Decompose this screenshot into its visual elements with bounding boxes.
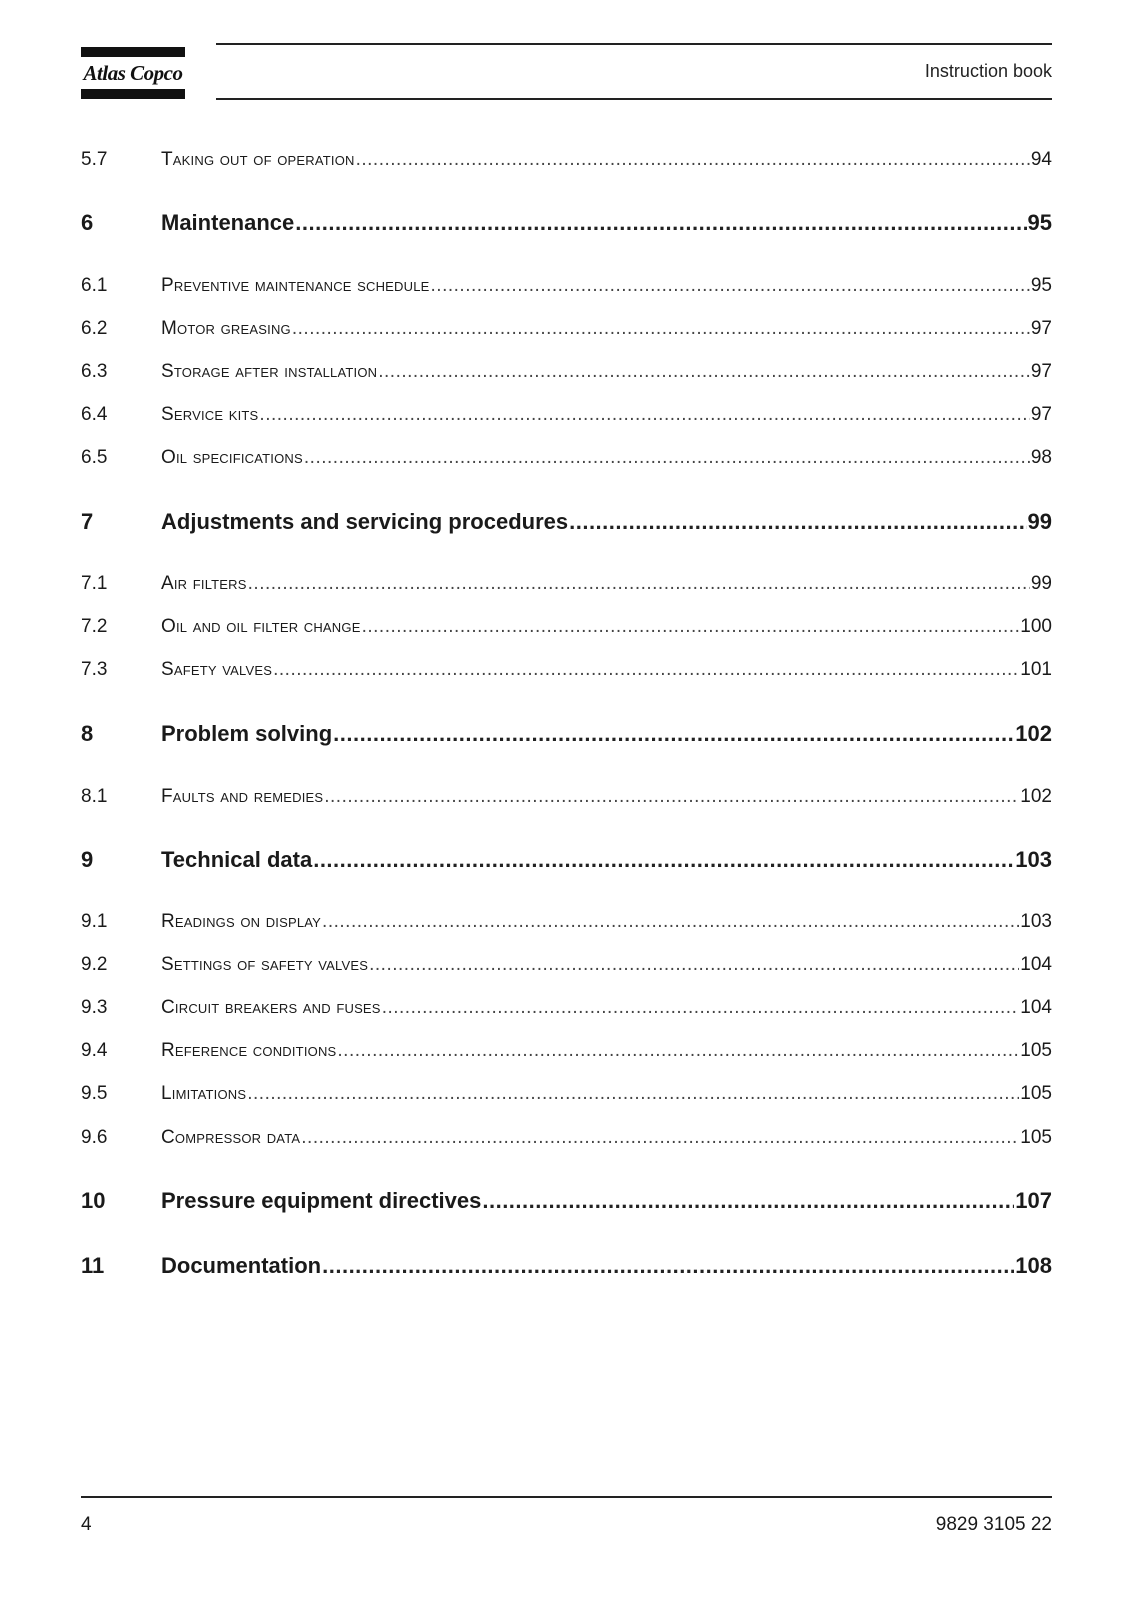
logo-bar-top <box>81 47 185 57</box>
toc-entry-number: 8.1 <box>81 786 108 807</box>
toc-entry-page: 102 <box>1020 786 1052 807</box>
toc-dot-leader <box>337 1040 1019 1062</box>
header-rule-bottom <box>216 98 1052 100</box>
toc-entry-title: Storage after installation <box>161 361 378 382</box>
toc-entry-page: 104 <box>1020 954 1052 975</box>
toc-dot-leader <box>362 616 1020 638</box>
logo-wordmark: Atlas Copco <box>83 61 183 85</box>
toc-entry-number: 11 <box>81 1253 105 1278</box>
toc-entry-title: Service kits <box>161 404 259 425</box>
toc-entry-title: Motor greasing <box>161 318 291 339</box>
toc-entry-title: Oil specifications <box>161 447 303 468</box>
toc-entry-page: 100 <box>1020 616 1052 637</box>
toc-dot-leader <box>292 318 1030 340</box>
toc-entry-title: Problem solving <box>161 721 333 746</box>
toc-dot-leader <box>322 1253 1014 1279</box>
toc-entry-title: Safety valves <box>161 659 273 680</box>
toc-entry-title: Oil and oil filter change <box>161 616 361 637</box>
toc-entry-number: 9.5 <box>81 1083 108 1104</box>
toc-entry-page: 98 <box>1030 447 1052 468</box>
toc-chapter-row[interactable] <box>81 509 1052 537</box>
toc-entry-page: 103 <box>1020 911 1052 932</box>
toc-entry-page: 97 <box>1030 404 1052 425</box>
toc-dot-leader <box>431 275 1030 297</box>
toc-entry-page: 105 <box>1020 1127 1052 1148</box>
document-type: Instruction book <box>924 61 1052 81</box>
toc-entry-page: 104 <box>1020 997 1052 1018</box>
toc-entry-page: 99 <box>1030 573 1052 594</box>
toc-entry-page: 108 <box>1015 1253 1052 1278</box>
toc-section-row[interactable] <box>81 954 1052 978</box>
toc-entry-page: 102 <box>1015 721 1052 746</box>
toc-entry-page: 99 <box>1027 509 1052 534</box>
toc-entry-page: 107 <box>1015 1188 1052 1213</box>
toc-entry-title: Adjustments and servicing procedures <box>161 509 569 534</box>
toc-entry-number: 6.5 <box>81 447 108 468</box>
toc-section-row[interactable] <box>81 1083 1052 1107</box>
toc-section-row[interactable] <box>81 404 1052 428</box>
toc-entry-title: Technical data <box>161 847 313 872</box>
toc-section-row[interactable] <box>81 786 1052 810</box>
toc-section-row[interactable] <box>81 149 1052 173</box>
toc-section-row[interactable] <box>81 997 1052 1021</box>
toc-entry-title: Reference conditions <box>161 1040 337 1061</box>
toc-entry-title: Documentation <box>161 1253 322 1278</box>
toc-section-row[interactable] <box>81 1040 1052 1064</box>
toc-entry-number: 6 <box>81 210 94 235</box>
toc-entry-number: 7 <box>81 509 94 534</box>
toc-dot-leader <box>324 786 1019 808</box>
toc-section-row[interactable] <box>81 616 1052 640</box>
toc-entry-number: 6.4 <box>81 404 108 425</box>
toc-dot-leader <box>248 573 1030 595</box>
toc-entry-title: Taking out of operation <box>161 149 355 170</box>
toc-section-row[interactable] <box>81 573 1052 597</box>
toc-entry-number: 7.2 <box>81 616 108 637</box>
toc-entry-page: 97 <box>1030 318 1052 339</box>
toc-entry-title: Limitations <box>161 1083 247 1104</box>
page-number: 4 <box>81 1514 92 1535</box>
toc-dot-leader <box>378 361 1030 383</box>
toc-section-row[interactable] <box>81 1127 1052 1151</box>
toc-entry-number: 6.2 <box>81 318 108 339</box>
toc-section-row[interactable] <box>81 361 1052 385</box>
toc-entry-number: 6.1 <box>81 275 108 296</box>
toc-entry-title: Preventive maintenance schedule <box>161 275 430 296</box>
toc-entry-title: Readings on display <box>161 911 322 932</box>
toc-entry-number: 9 <box>81 847 94 872</box>
logo-bar-bottom <box>81 89 185 99</box>
toc-entry-title: Faults and remedies <box>161 786 324 807</box>
toc-section-row[interactable] <box>81 911 1052 935</box>
toc-entry-page: 97 <box>1030 361 1052 382</box>
toc-dot-leader <box>247 1083 1019 1105</box>
toc-entry-title: Settings of safety valves <box>161 954 369 975</box>
toc-entry-title: Air filters <box>161 573 247 594</box>
header-rule-top <box>216 43 1052 45</box>
toc-dot-leader <box>259 404 1029 426</box>
toc-dot-leader <box>333 721 1014 747</box>
toc-section-row[interactable] <box>81 275 1052 299</box>
toc-entry-title: Pressure equipment directives <box>161 1188 482 1213</box>
toc-dot-leader <box>304 447 1030 469</box>
toc-entry-number: 9.2 <box>81 954 108 975</box>
toc-entry-page: 95 <box>1027 210 1052 235</box>
document-number: 9829 3105 22 <box>935 1514 1052 1535</box>
toc-section-row[interactable] <box>81 318 1052 342</box>
toc-dot-leader <box>482 1188 1014 1214</box>
toc-chapter-row[interactable] <box>81 1253 1052 1281</box>
toc-entry-title: Circuit breakers and fuses <box>161 997 381 1018</box>
toc-dot-leader <box>369 954 1019 976</box>
toc-entry-page: 95 <box>1030 275 1052 296</box>
toc-dot-leader <box>322 911 1019 933</box>
footer-rule <box>81 1496 1052 1498</box>
toc-entry-number: 9.1 <box>81 911 108 932</box>
toc-dot-leader <box>382 997 1020 1019</box>
toc-entry-number: 5.7 <box>81 149 108 170</box>
toc-chapter-row[interactable] <box>81 721 1052 749</box>
toc-dot-leader <box>313 847 1014 873</box>
toc-entry-page: 105 <box>1020 1083 1052 1104</box>
toc-dot-leader <box>569 509 1026 535</box>
toc-section-row[interactable] <box>81 659 1052 683</box>
toc-chapter-row[interactable] <box>81 847 1052 875</box>
toc-entry-page: 103 <box>1015 847 1052 872</box>
toc-entry-number: 9.3 <box>81 997 108 1018</box>
toc-entry-number: 9.6 <box>81 1127 108 1148</box>
toc-entry-page: 101 <box>1020 659 1052 680</box>
toc-dot-leader <box>301 1127 1019 1149</box>
toc-entry-title: Maintenance <box>161 210 295 235</box>
toc-chapter-row[interactable] <box>81 210 1052 238</box>
toc-entry-number: 6.3 <box>81 361 108 382</box>
atlas-copco-logo <box>81 47 185 99</box>
toc-entry-number: 8 <box>81 721 94 746</box>
toc-entry-page: 105 <box>1020 1040 1052 1061</box>
toc-chapter-row[interactable] <box>81 1188 1052 1216</box>
toc-entry-number: 9.4 <box>81 1040 108 1061</box>
toc-entry-page: 94 <box>1030 149 1052 170</box>
toc-entry-number: 7.3 <box>81 659 108 680</box>
toc-entry-number: 10 <box>81 1188 106 1213</box>
toc-entry-title: Compressor data <box>161 1127 301 1148</box>
toc-dot-leader <box>356 149 1030 171</box>
toc-section-row[interactable] <box>81 447 1052 471</box>
toc-dot-leader <box>295 210 1026 236</box>
toc-entry-number: 7.1 <box>81 573 108 594</box>
toc-dot-leader <box>273 659 1019 681</box>
